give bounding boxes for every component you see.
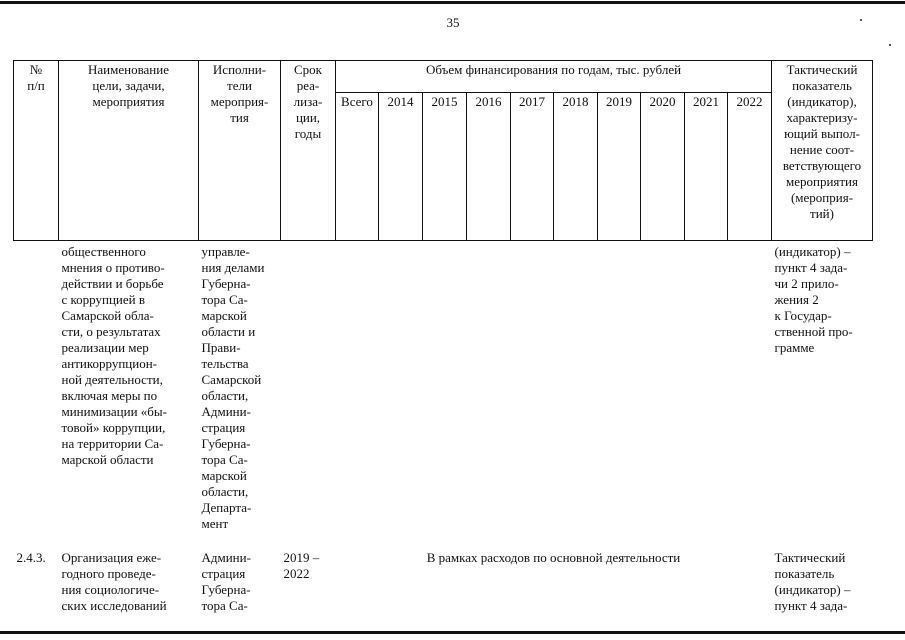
row-number bbox=[14, 241, 59, 547]
table-row bbox=[14, 241, 873, 547]
header-year-total: Всего bbox=[336, 93, 379, 241]
header-year-2014: 2014 bbox=[379, 93, 423, 241]
scan-bottom-border bbox=[0, 631, 905, 634]
header-year-2021: 2021 bbox=[685, 93, 728, 241]
financing-table bbox=[13, 60, 873, 615]
header-year-2022: 2022 bbox=[728, 93, 772, 241]
row-name: Организация еже- годного проведе- ния социологиче- ских исследований bbox=[61, 550, 167, 613]
header-year-2020: 2020 bbox=[641, 93, 685, 241]
row-term: 2019 – 2022 bbox=[283, 550, 320, 581]
header-year-2019: 2019 bbox=[598, 93, 641, 241]
row-executors: управле- ния делами Губерна- тора Са- марской области и Прави- тельства Самарской области, Админи- страция Губерна- тора Са- марской области, Департа- мент bbox=[201, 244, 265, 531]
row-executors: Админи- страция Губерна- тора Са- bbox=[201, 550, 251, 613]
header-term: Срок реа- лиза- ции, годы bbox=[281, 61, 336, 241]
scan-top-border bbox=[0, 1, 905, 4]
page-number: 35 bbox=[446, 15, 460, 30]
header-year-2017: 2017 bbox=[511, 93, 554, 241]
row-term bbox=[281, 241, 336, 547]
header-year-2015: 2015 bbox=[423, 93, 467, 241]
header-indicator: Тактический показатель (индикатор), характеризу- ющий выпол- нение соот- ветствующего мероприятия (мероприя- тий) bbox=[772, 61, 873, 241]
scan-speck bbox=[889, 44, 891, 46]
table-row bbox=[14, 546, 873, 615]
header-year-2016: 2016 bbox=[467, 93, 511, 241]
row-financing bbox=[336, 241, 772, 547]
header-year-2018: 2018 bbox=[554, 93, 598, 241]
row-financing: В рамках расходов по основной деятельности bbox=[426, 550, 681, 565]
row-indicator: Тактический показатель (индикатор) – пункт 4 зада- bbox=[774, 550, 851, 613]
header-financing: Объем финансирования по годам, тыс. рублей bbox=[336, 61, 772, 93]
row-name: общественного мнения о противо- действии и борьбе с коррупцией в Самарской обла- сти, о результатах реализации мер антикоррупцион- ной деятельности, включая меры по минимизации «бы- товой» коррупции, на территории Са- марской области bbox=[61, 244, 167, 467]
row-indicator: (индикатор) – пункт 4 зада- чи 2 прило- жения 2 к Государ- ственной про- грамме bbox=[774, 244, 853, 355]
header-executors: Исполни- тели мероприя- тия bbox=[199, 61, 281, 241]
scan-speck bbox=[860, 19, 862, 21]
row-number: 2.4.3. bbox=[16, 550, 46, 565]
header-number: № п/п bbox=[14, 61, 59, 241]
header-name: Наименование цели, задачи, мероприятия bbox=[59, 61, 199, 241]
